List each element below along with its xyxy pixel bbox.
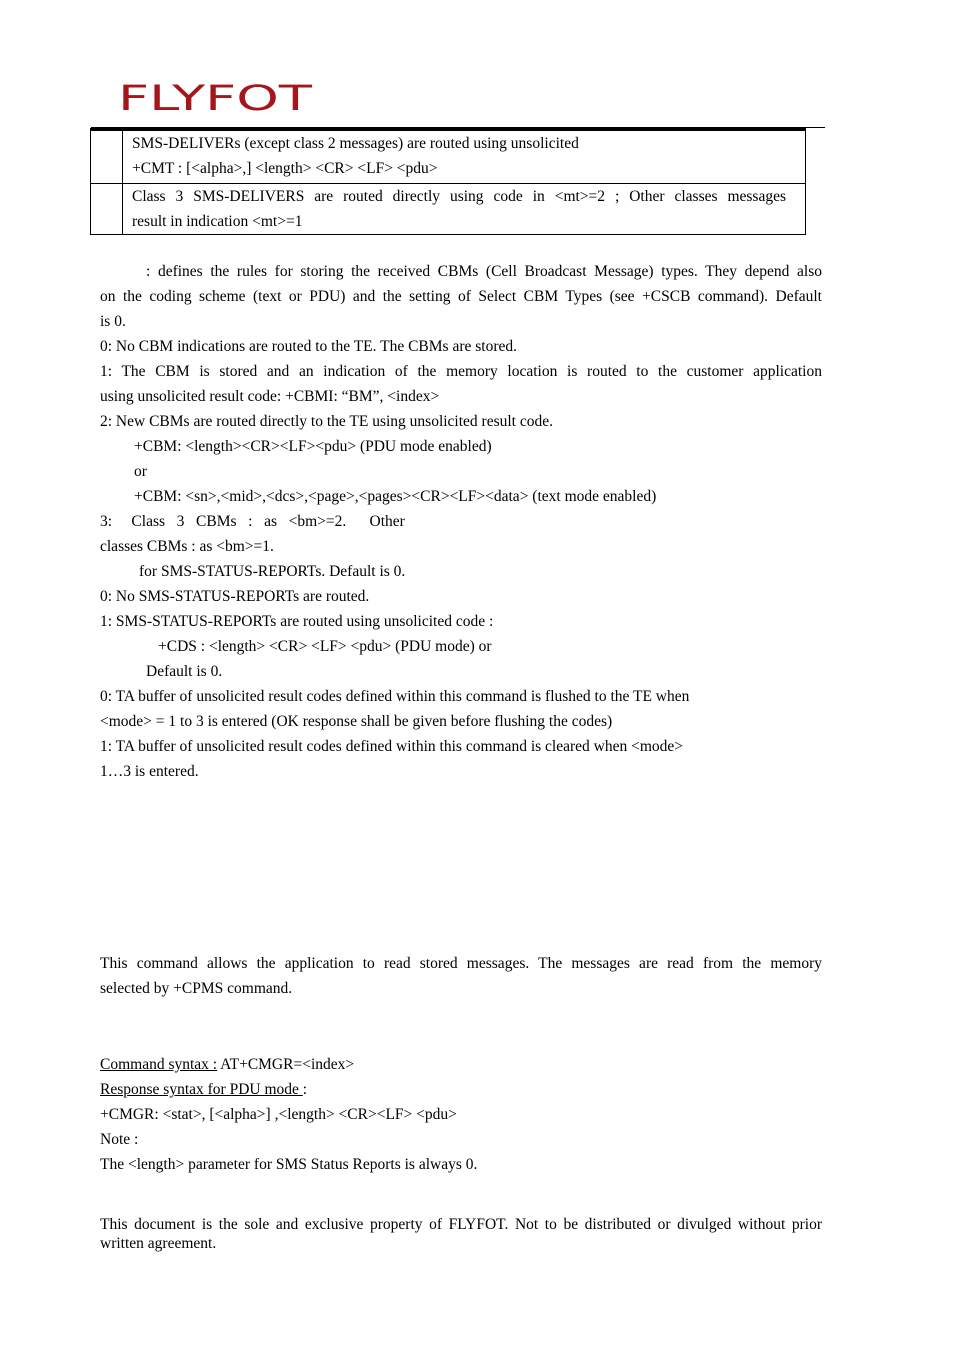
ds-description: for SMS-STATUS-REPORTs. Default is 0. xyxy=(139,563,406,580)
table-row xyxy=(91,130,806,184)
table-cell-empty xyxy=(91,130,123,184)
cmgr-description-cont: selected by +CPMS command. xyxy=(100,980,293,997)
response-syntax-value: +CMGR: <stat>, [<alpha>] ,<length> <CR><LF> <pdu> xyxy=(100,1106,457,1123)
table-cell-text xyxy=(123,130,806,184)
bm-option-2-or: or xyxy=(134,463,147,480)
footer-disclaimer: This document is the sole and exclusive property of FLYFOT. Not to be distributed or divulged without prior written agreement. xyxy=(100,1216,822,1252)
ds-option-0: 0: No SMS-STATUS-REPORTs are routed. xyxy=(100,588,370,605)
response-syntax-colon: : xyxy=(302,1081,308,1098)
bm-option-1: 1: The CBM is stored and an indication of the memory location is routed to the customer application xyxy=(100,363,822,380)
bm-description: : defines the rules for storing the received CBMs (Cell Broadcast Message) types. They depend also xyxy=(146,263,822,280)
command-syntax-value: AT+CMGR=<index> xyxy=(217,1056,355,1073)
bm-default: is 0. xyxy=(100,313,126,330)
cell-line: result in indication <mt>=1 xyxy=(132,213,303,230)
command-syntax xyxy=(100,1055,822,1075)
bm-option-2-pdu: +CBM: <length><CR><LF><pdu> (PDU mode enabled) xyxy=(134,438,492,455)
bfr-option-0: 0: TA buffer of unsolicited result codes defined within this command is flushed to the TE when xyxy=(100,688,690,705)
bm-option-2-text: +CBM: <sn>,<mid>,<dcs>,<page>,<pages><CR><LF><data> (text mode enabled) xyxy=(134,488,657,505)
note-label: Note : xyxy=(100,1131,139,1148)
table-row xyxy=(91,184,806,235)
bm-option-0: 0: No CBM indications are routed to the TE. The CBMs are stored. xyxy=(100,338,518,355)
options-table xyxy=(90,128,806,235)
flyfot-logo xyxy=(118,80,314,114)
bfr-default: Default is 0. xyxy=(146,663,223,680)
response-syntax xyxy=(100,1080,822,1100)
table-cell-text xyxy=(123,184,806,235)
response-syntax-label: Response syntax for PDU mode xyxy=(100,1081,303,1098)
bm-option-3-cont: classes CBMs : as <bm>=1. xyxy=(100,538,274,555)
note-text: The <length> parameter for SMS Status Reports is always 0. xyxy=(100,1156,478,1173)
bm-option-1-cont: using unsolicited result code: +CBMI: “BM”, <index> xyxy=(100,388,440,405)
ds-option-1-cds: +CDS : <length> <CR> <LF> <pdu> (PDU mode) or xyxy=(158,638,492,655)
cmgr-description: This command allows the application to read stored messages. The messages are read from the memory xyxy=(100,955,822,972)
bfr-option-0-cont: <mode> = 1 to 3 is entered (OK response shall be given before flushing the codes) xyxy=(100,713,613,730)
bm-description-cont: on the coding scheme (text or PDU) and the setting of Select CBM Types (see +CSCB command). Default xyxy=(100,288,822,305)
command-syntax-label: Command syntax : xyxy=(100,1056,218,1073)
bm-option-3: 3: Class 3 CBMs : as <bm>=2. Other xyxy=(100,513,405,530)
cell-line: +CMT : [<alpha>,] <length> <CR> <LF> <pdu> xyxy=(132,160,438,177)
logo-text: FLYFOT xyxy=(118,80,313,114)
bfr-option-1: 1: TA buffer of unsolicited result codes defined within this command is cleared when <mode> xyxy=(100,738,684,755)
ds-option-1: 1: SMS-STATUS-REPORTs are routed using unsolicited code : xyxy=(100,613,494,630)
cell-line: SMS-DELIVERs (except class 2 messages) are routed using unsolicited xyxy=(132,135,579,152)
bm-option-2: 2: New CBMs are routed directly to the TE using unsolicited result code. xyxy=(100,413,553,430)
bfr-option-1-cont: 1…3 is entered. xyxy=(100,763,199,780)
table-cell-empty xyxy=(91,184,123,235)
cell-line: Class 3 SMS-DELIVERS are routed directly using code in <mt>=2 ; Other classes messages xyxy=(132,188,786,205)
